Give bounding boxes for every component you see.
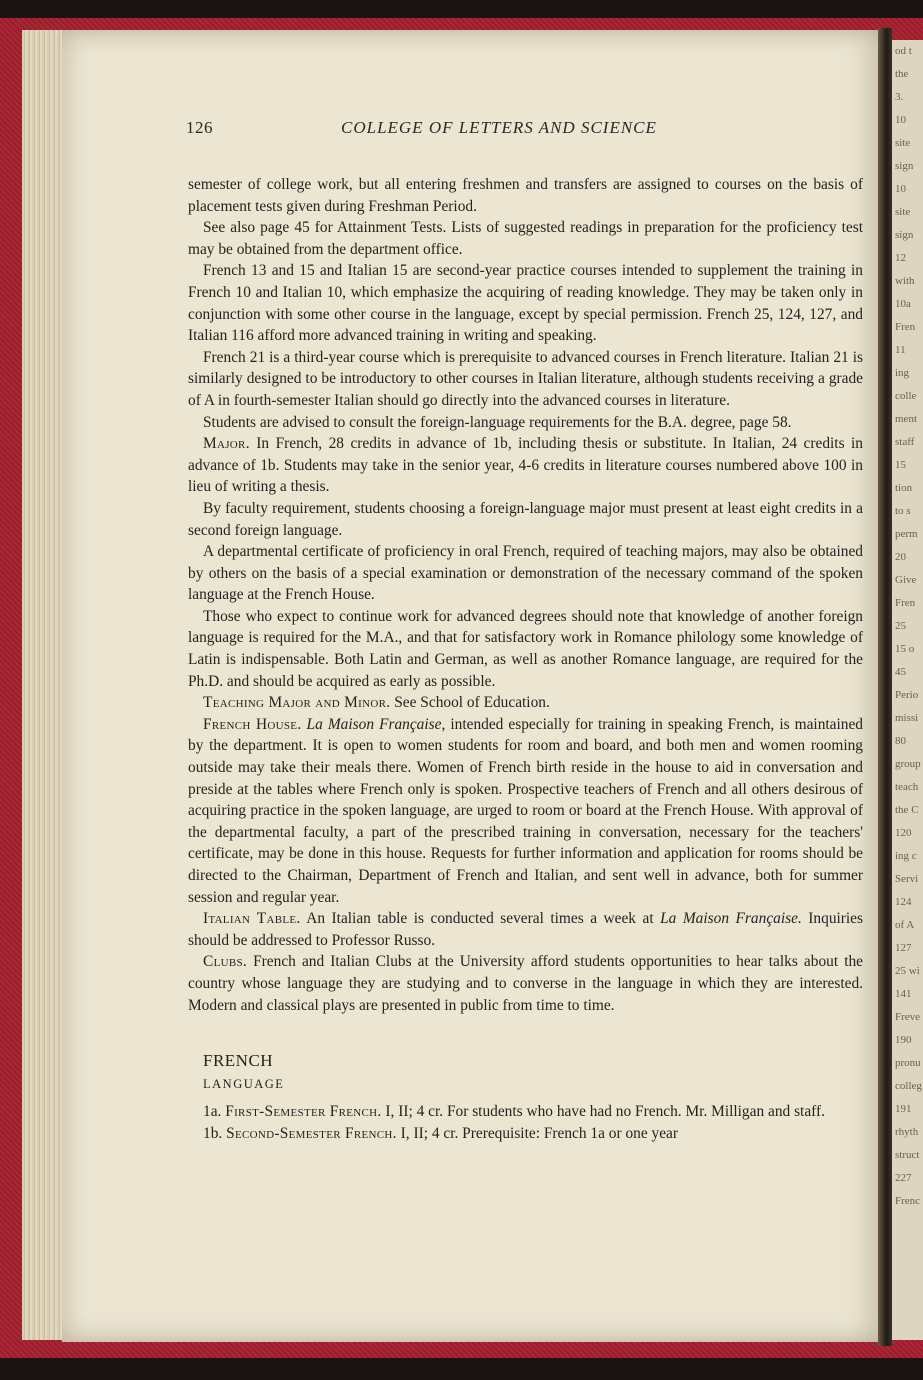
paragraph-third-year-courses: French 21 is a third-year course which is prerequisite to advanced courses in French literature. Italian 21 is similarly designed to be introductory to other courses in Italian literature, although students receiving a grade of A in fourth-semester Italian should go directly into the advanced courses in literature. [188, 348, 863, 409]
course-details: I, II; 4 cr. Prerequisite: French 1a or one year [396, 1124, 678, 1142]
facing-page-text: staff [895, 436, 915, 448]
facing-page-text: Fren [895, 597, 916, 609]
facing-page-text: 190 [895, 1034, 912, 1046]
french-house-text: intended especially for training in speaking French, is maintained by the department. It is open to women students for room and board, and both men and women rooming outside may take their meals there. Women of French birth reside in the house to aid in conversation and preside at the tables where French only is spoken. Prospective teachers of French and all others desirous of acquiring practice in the spoken language, are urged to room or board at the French House. With approval of the departmental faculty, a part of the prescribed training in conversation, necessary for the teachers' certificate, may be done in this house. Requests for further information and application for rooms should be directed to the Chairman, Department of French and Italian, and sent well in advance, both for summer session and regular year. [188, 715, 864, 906]
facing-page-text: 25 wi [895, 965, 920, 977]
paragraph-second-language: By faculty requirement, students choosing a foreign-language major must present at least eight credits in a second foreign language. [188, 499, 863, 539]
paragraph-continuation: semester of college work, but all entering freshmen and transfers are assigned to courses on the basis of placement tests given during Freshman Period. [188, 176, 863, 215]
course-number: 1b. [203, 1124, 223, 1142]
french-house-label: French House. [203, 715, 302, 733]
facing-page-text: 15 [895, 459, 906, 471]
paragraph-attainment-tests: See also page 45 for Attainment Tests. Lists of suggested readings in preparation for the proficiency test may be obtained from the department office. [188, 219, 863, 258]
facing-page-text: colle [895, 390, 917, 402]
paragraph-clubs [188, 951, 863, 1016]
facing-page-text: colleg [895, 1080, 922, 1092]
course-title: Second-Semester French. [226, 1124, 397, 1142]
facing-page-text: tion [895, 482, 913, 494]
facing-page-text: 45 [895, 666, 906, 678]
facing-page-text: of A [895, 919, 915, 931]
facing-page-text: missi [895, 712, 919, 724]
facing-page-text: 80 [895, 735, 906, 747]
facing-page-text: 10 [895, 114, 906, 126]
facing-page-text: site [895, 137, 911, 149]
facing-page-text: ment [895, 413, 917, 425]
major-text: In French, 28 credits in advance of 1b, including thesis or substitute. In Italian, 24 credits in advance of 1b. Students may take in the senior year, 4-6 credits in literature courses numbered above 100 in lieu of writing a thesis. [188, 435, 863, 496]
section-subheading: LANGUAGE [203, 1076, 285, 1091]
facing-page-text: 124 [895, 896, 912, 908]
facing-page-text: od t [895, 45, 912, 57]
facing-page-text: ing [895, 367, 910, 379]
facing-page-text: 120 [895, 827, 912, 839]
course-details: I, II; 4 cr. For students who have had no French. Mr. Milligan and staff. [381, 1103, 825, 1121]
paragraph-advanced-degrees: Those who expect to continue work for advanced degrees should note that knowledge of another foreign language is required for the M.A., and that for satisfactory work in Romance philology some knowledge of Latin is indispensable. Both Latin and German, as well as another Romance language, are required for the Ph.D. and should be acquired as early as possible. [188, 607, 863, 690]
running-title: COLLEGE OF LETTERS AND SCIENCE [341, 118, 657, 137]
facing-page-text: sign [895, 229, 914, 241]
facing-page-text: 127 [895, 942, 912, 954]
facing-page-text: site [895, 206, 911, 218]
facing-page-text: Give [895, 574, 917, 586]
italian-table-text: An Italian table is conducted several times a week at [300, 910, 661, 928]
page-number: 126 [186, 118, 213, 137]
paragraph-major [188, 433, 863, 498]
facing-page-text: Frenc [895, 1195, 921, 1207]
facing-page-text: sign [895, 160, 914, 172]
body-text [188, 174, 863, 1145]
facing-page-text: ing c [895, 850, 917, 862]
facing-page-text: teach [895, 781, 919, 793]
facing-page-text: 12 [895, 252, 906, 264]
facing-page-text: 141 [895, 988, 912, 1000]
facing-page-text: to s [895, 505, 911, 517]
facing-page-text: the C [895, 804, 919, 816]
facing-page-text: 227 [895, 1172, 912, 1184]
section-heading: FRENCH [203, 1051, 274, 1071]
facing-page-text: with [895, 275, 915, 287]
facing-page-text: Fren [895, 321, 916, 333]
facing-page-text: 191 [895, 1103, 912, 1115]
book-gutter [878, 28, 892, 1346]
course-entry-1a [188, 1101, 863, 1123]
paragraph-certificate: A departmental certificate of proficiency in oral French, required of teaching majors, may also be obtained by others on the basis of a special examination or demonstration of the necessary command of the spoken language at the French House. [188, 543, 863, 604]
clubs-label: Clubs. [203, 953, 248, 971]
major-label: Major. [203, 435, 250, 453]
paragraph-second-year-courses: French 13 and 15 and Italian 15 are second-year practice courses intended to supplement the training in French 10 and Italian 10, which emphasize the acquiring of reading knowledge. They may be taken only in conjunction with some other course in the language, except by special permission. French 25, 124, 127, and Italian 116 afford more advanced training in writing and speaking. [188, 262, 863, 345]
teaching-label: Teaching Major and Minor. [203, 694, 391, 712]
course-number: 1a. [203, 1103, 222, 1121]
facing-page-text: Perio [895, 689, 919, 701]
italian-table-italic: La Maison Française. [660, 910, 802, 928]
facing-page-text: struct [895, 1149, 920, 1161]
clubs-text: French and Italian Clubs at the University afford students opportunities to hear talks about the country whose language they are studying and to converse in the language in which they are interested. Modern and classical plays are presented in public from time to time. [188, 953, 863, 1014]
facing-page-text: pronu [895, 1057, 921, 1069]
italian-table-text2: Inquiries should be addressed to Professor Russo. [188, 910, 864, 949]
facing-page-text: perm [895, 528, 918, 540]
facing-page-text: group [895, 758, 921, 770]
facing-page-text: 20 [895, 551, 906, 563]
course-entry-1b [188, 1123, 863, 1145]
facing-page-text: 10a [895, 298, 911, 310]
facing-page-text: 3. [895, 91, 904, 103]
facing-page-text: 11 [895, 344, 906, 356]
facing-page-text: the [895, 68, 909, 80]
facing-page-text: 25 [895, 620, 906, 632]
facing-page-text: 10 [895, 183, 906, 195]
facing-page-text: Servi [895, 873, 919, 885]
running-header [186, 118, 862, 144]
teaching-text: See School of Education. [390, 694, 550, 712]
paragraph-ba-requirements: Students are advised to consult the foreign-language requirements for the B.A. degree, page 58. [203, 413, 792, 431]
paragraph-french-house [188, 714, 863, 908]
course-title: First-Semester French. [225, 1103, 382, 1121]
paragraph-teaching [188, 692, 863, 714]
facing-page-fragment [892, 40, 923, 1340]
facing-page-text: 15 o [895, 643, 915, 655]
paragraph-italian-table [188, 908, 863, 951]
french-house-italic: La Maison Française, [306, 715, 446, 733]
facing-page-text: Freve [895, 1011, 921, 1023]
facing-page-text: rhyth [895, 1126, 919, 1138]
italian-table-label: Italian Table. [203, 910, 301, 928]
